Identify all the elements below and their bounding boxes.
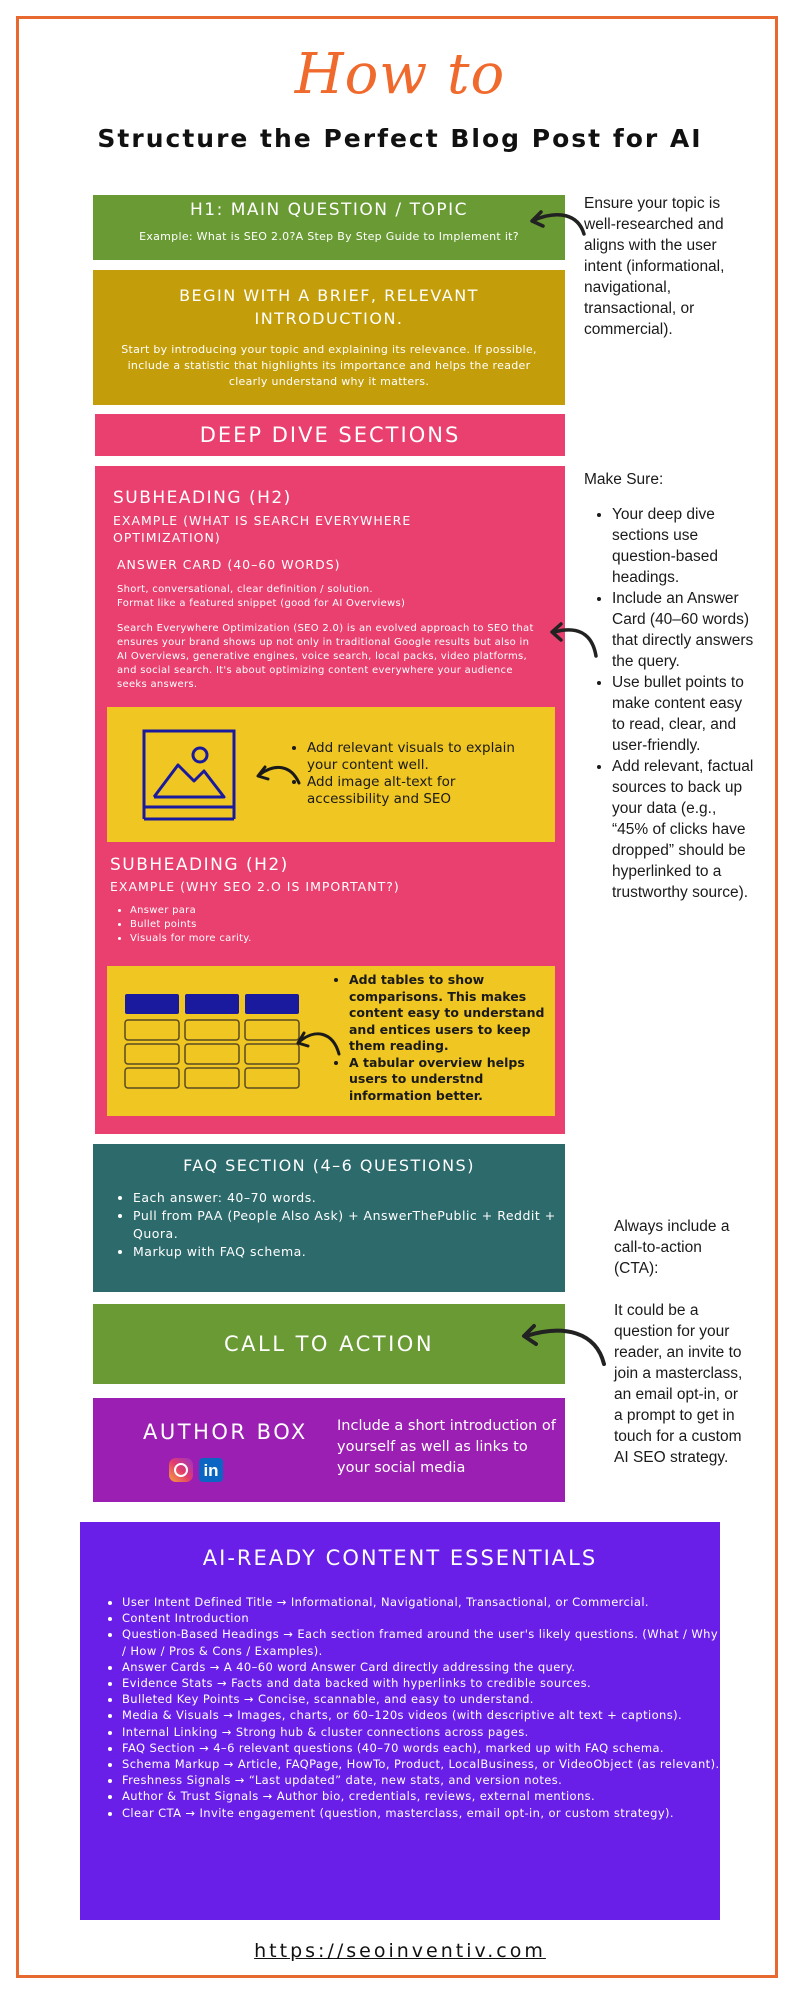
author-text: Include a short introduction of yourself as well as links to your social media: [337, 1418, 556, 1476]
ai-essentials-section: [80, 1522, 720, 1920]
subheading-2-list: [110, 904, 252, 946]
tables-box: [107, 966, 555, 1116]
list-item: • Visuals for more carity.: [130, 932, 252, 946]
list-item: • Author & Trust Signals → Author bio, credentials, reviews, external mentions.: [122, 1788, 722, 1804]
list-item: • Internal Linking → Strong hub & cluster connections across pages.: [122, 1724, 722, 1740]
list-item: • Your deep dive sections use question-based headings.: [612, 504, 754, 588]
list-item: • Answer para: [130, 904, 252, 918]
subheading-2-example: EXAMPLE (WHY SEO 2.O IS IMPORTANT?): [110, 879, 400, 894]
list-item: • Add image alt-text for accessibility and SEO: [307, 774, 532, 808]
deep-note-intro: Make Sure:: [584, 471, 664, 488]
tables-list: [329, 972, 547, 1104]
curved-arrow-icon: [546, 620, 602, 662]
answer-card-paragraph: Search Everywhere Optimization (SEO 2.0) is an evolved approach to SEO that ensures your brand shows up not only in traditional Google results but also in AI Overviews, generative engines, voice search, local packs, video platforms, and social search. It's about optimizing content everywhere your audience seeks answers.: [117, 623, 534, 690]
list-item: • Answer Cards → A 40–60 word Answer Card directly addressing the query.: [122, 1659, 722, 1675]
list-item: • Evidence Stats → Facts and data backed with hyperlinks to credible sources.: [122, 1675, 722, 1691]
how-to-script-heading: How to: [294, 42, 506, 107]
ai-essentials-list: [102, 1594, 722, 1821]
answer-card-line-2: Format like a featured snippet (good for AI Overviews): [117, 598, 406, 609]
footer-link[interactable]: https://seoinventiv.com: [254, 1940, 546, 1962]
list-item: • Add tables to show comparisons. This makes content easy to understand and entices users to keep them reading.: [349, 972, 547, 1055]
faq-title: FAQ SECTION (4–6 QUESTIONS): [183, 1156, 475, 1175]
list-item: • Clear CTA → Invite engagement (question, masterclass, email opt-in, or custom strategy).: [122, 1805, 722, 1821]
table-icon: [123, 992, 307, 1092]
list-item: • Add relevant visuals to explain your content well.: [307, 740, 532, 774]
list-item: • User Intent Defined Title → Informational, Navigational, Transactional, or Commercial.: [122, 1594, 722, 1610]
answer-card-guidance: [117, 583, 537, 611]
visuals-box: [107, 707, 555, 842]
list-item: • Bulleted Key Points → Concise, scannable, and easy to understand.: [122, 1691, 722, 1707]
instagram-icon: [169, 1458, 193, 1482]
curved-arrow-icon: [524, 206, 590, 240]
intro-title: BEGIN WITH A BRIEF, RELEVANT INTRODUCTION.: [179, 286, 479, 328]
page-title: Structure the Perfect Blog Post for AI: [97, 124, 703, 153]
linkedin-icon: in: [199, 1458, 223, 1482]
list-item: • Use bullet points to make content easy to read, clear, and user-friendly.: [612, 672, 754, 756]
list-item: • Question-Based Headings → Each section framed around the user's likely questions. (What / Why / How / Pros & Cons / Examples).: [122, 1626, 722, 1658]
list-item: • Include an Answer Card (40–60 words) that directly answers the query.: [612, 588, 754, 672]
faq-section: [93, 1144, 565, 1292]
h1-section: [93, 195, 565, 260]
cta-note-line-2: It could be a question for your reader, an invite to join a masterclass, an email opt-in, or a prompt to get in touch for a custom AI SEO strategy.: [614, 1302, 743, 1466]
list-item: • Markup with FAQ schema.: [133, 1243, 565, 1261]
subheading-1-example: EXAMPLE (WHAT IS SEARCH EVERYWHERE OPTIMIZATION): [113, 513, 412, 545]
list-item: • Media & Visuals → Images, charts, or 60–120s videos (with descriptive alt text + captions).: [122, 1707, 722, 1723]
author-title: AUTHOR BOX: [143, 1420, 308, 1444]
deep-dive-note: [584, 469, 754, 903]
visuals-list: [287, 740, 532, 808]
list-item: • Content Introduction: [122, 1610, 722, 1626]
list-item: • Freshness Signals → “Last updated” date, new stats, and version notes.: [122, 1772, 722, 1788]
intro-section: [93, 270, 565, 405]
list-item: • Bullet points: [130, 918, 252, 932]
cta-section: CALL TO ACTION: [93, 1304, 565, 1384]
answer-card-line-1: Short, conversational, clear definition / solution.: [117, 584, 373, 595]
image-placeholder-icon: [142, 729, 238, 823]
list-item: • Schema Markup → Article, FAQPage, HowTo, Product, LocalBusiness, or VideoObject (as relevant).: [122, 1756, 722, 1772]
list-item: • Add relevant, factual sources to back up your data (e.g., “45% of clicks have dropped” should be hyperlinked to a trustworthy source).: [612, 756, 754, 903]
subheading-2: SUBHEADING (H2): [110, 855, 289, 875]
list-item: • A tabular overview helps users to understnd information better.: [349, 1055, 547, 1105]
ai-essentials-title: AI-READY CONTENT ESSENTIALS: [202, 1546, 598, 1570]
list-item: • Each answer: 40–70 words.: [133, 1189, 565, 1207]
deep-dive-header: DEEP DIVE SECTIONS: [95, 414, 565, 456]
subheading-1: SUBHEADING (H2): [113, 488, 292, 508]
intro-text: Start by introducing your topic and explaining its relevance. If possible, include a statistic that highlights its importance and helps the reader clearly understand why it matters.: [121, 343, 537, 388]
curved-arrow-icon: [516, 1318, 612, 1370]
cta-note: [614, 1216, 744, 1468]
list-item: • FAQ Section → 4–6 relevant questions (40–70 words each), marked up with FAQ schema.: [122, 1740, 722, 1756]
cta-note-line-1: Always include a call-to-action (CTA):: [614, 1218, 730, 1277]
h1-section-example: Example: What is SEO 2.0?A Step By Step Guide to Implement it?: [139, 230, 519, 243]
h1-section-title: H1: MAIN QUESTION / TOPIC: [190, 200, 468, 220]
list-item: • Pull from PAA (People Also Ask) + AnswerThePublic + Reddit + Quora.: [133, 1207, 565, 1243]
answer-card-title: ANSWER CARD (40–60 WORDS): [117, 557, 341, 572]
h1-note: Ensure your topic is well-researched and aligns with the user intent (informational, navigational, transactional, or commercial).: [584, 195, 725, 338]
author-box: [93, 1398, 565, 1502]
